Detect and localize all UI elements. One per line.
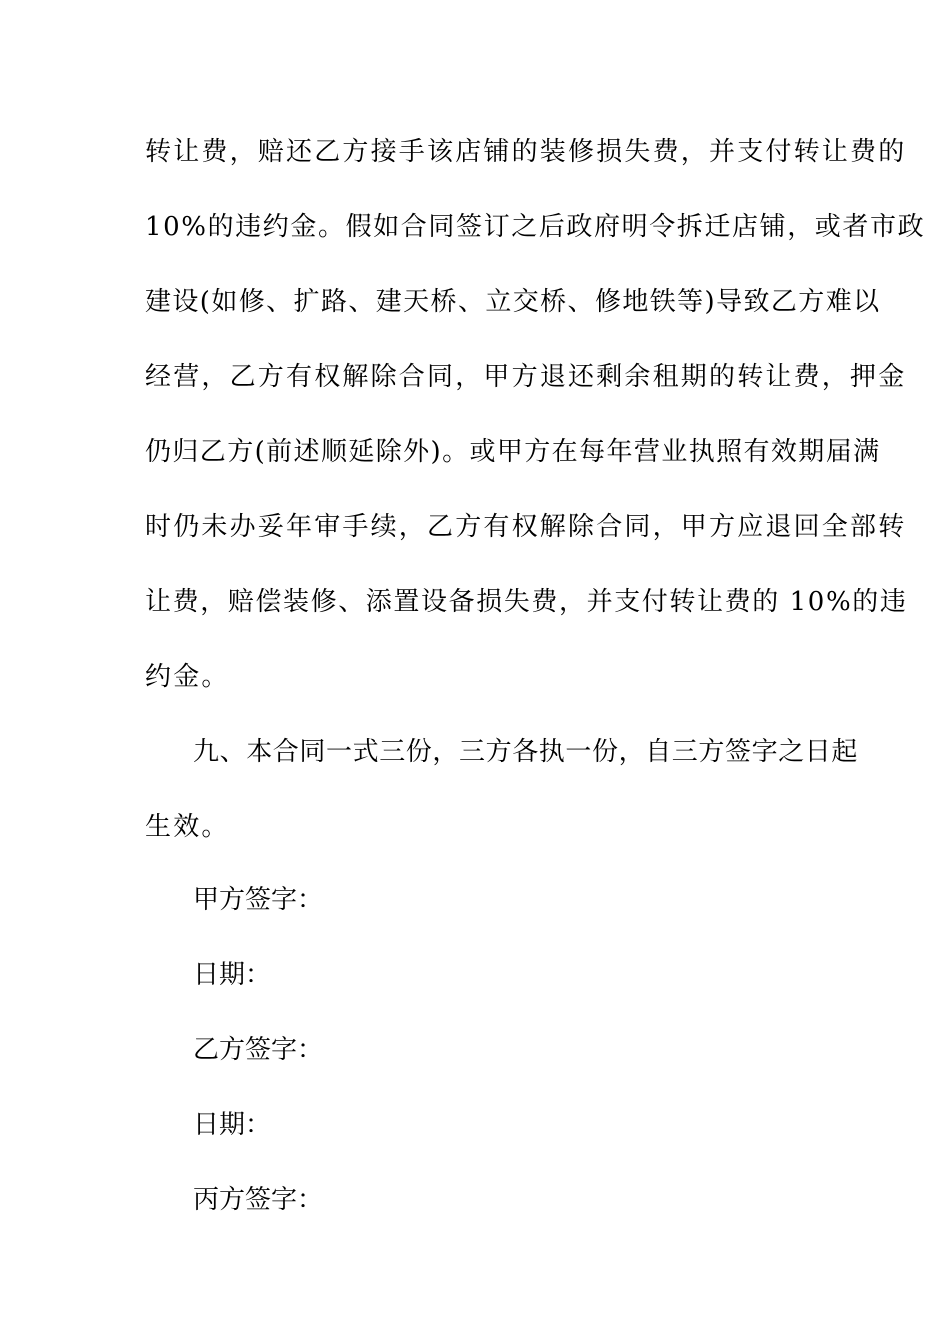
party-b-signature-label: 乙方签字： [193, 1035, 324, 1065]
party-a-date-label: 日期： [193, 960, 272, 990]
clause-9-line-2: 生效。 [145, 812, 230, 842]
clause-8-line-2: 10%的违约金。假如合同签订之后政府明令拆迁店铺，或者市政 [145, 212, 926, 242]
party-a-signature-label: 甲方签字： [193, 885, 324, 915]
clause-8-line-6: 时仍未办妥年审手续，乙方有权解除合同，甲方应退回全部转 [145, 512, 907, 542]
clause-8-line-8: 约金。 [145, 662, 230, 692]
clause-8-line-7: 让费，赔偿装修、添置设备损失费，并支付转让费的 10%的违 [145, 587, 908, 617]
clause-8-line-1: 转让费，赔还乙方接手该店铺的装修损失费，并支付转让费的 [145, 137, 907, 167]
clause-8-line-4: 经营，乙方有权解除合同，甲方退还剩余租期的转让费，押金 [145, 362, 907, 392]
party-b-date-label: 日期： [193, 1110, 272, 1140]
clause-8-line-3: 建设(如修、扩路、建天桥、立交桥、修地铁等)导致乙方难以 [145, 287, 881, 317]
clause-9-line-1: 九、本合同一式三份，三方各执一份，自三方签字之日起 [193, 737, 859, 767]
clause-8-line-5: 仍归乙方(前述顺延除外)。或甲方在每年营业执照有效期届满 [145, 437, 881, 467]
party-c-signature-label: 丙方签字： [193, 1185, 324, 1215]
